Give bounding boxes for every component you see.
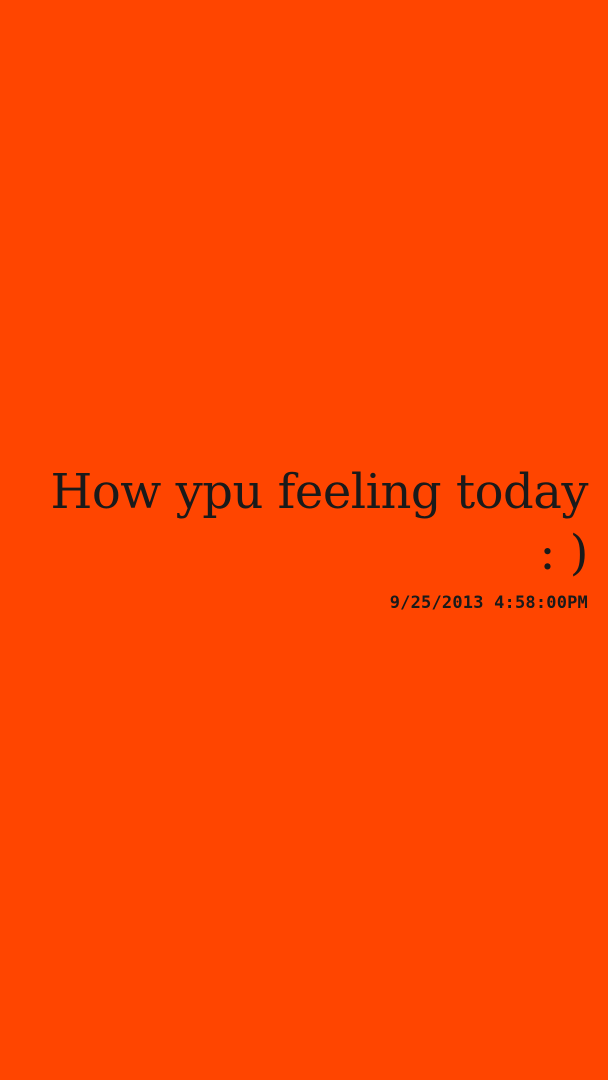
post-text-line: How ypu feeling today [50, 464, 588, 520]
post-timestamp: 9/25/2013 4:58:00PM [389, 592, 588, 613]
post-text-line: : ) [539, 525, 588, 582]
post-card [20, 462, 588, 613]
post-text [20, 462, 588, 585]
